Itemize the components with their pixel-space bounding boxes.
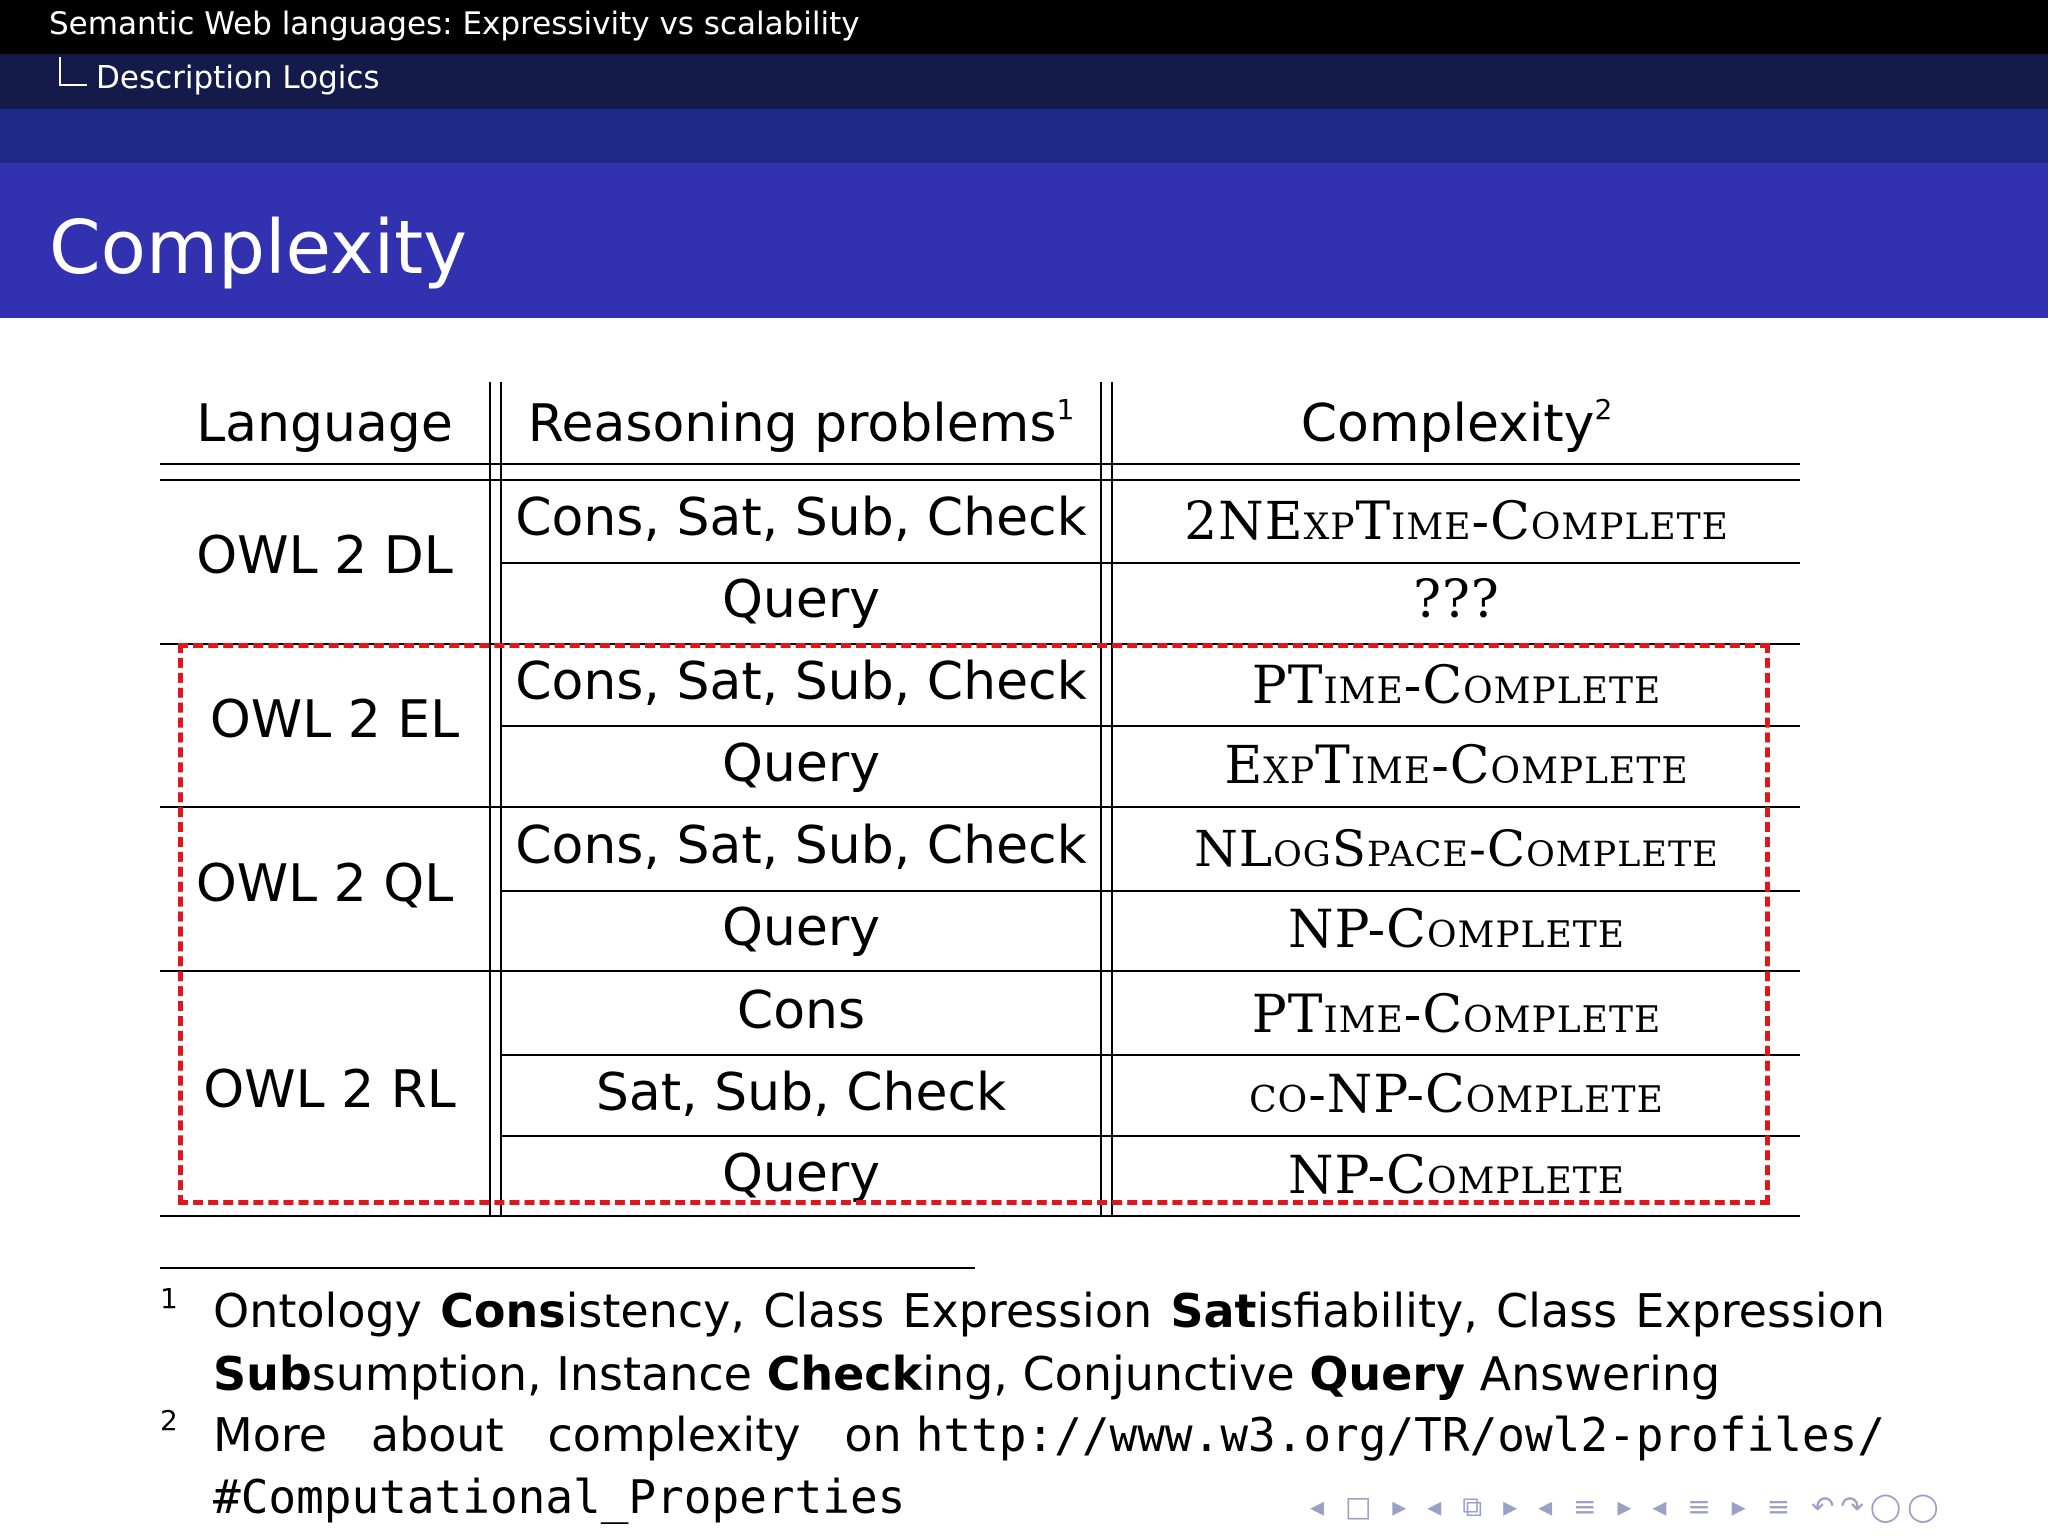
problems-cell: Cons, Sat, Sub, Check (515, 488, 1087, 548)
complexity-cell: co-NP-Complete (1249, 1065, 1664, 1125)
fn-bold: Sub (213, 1347, 312, 1401)
table-rule (502, 562, 1800, 564)
complexity-cell: ??? (1413, 570, 1500, 630)
complexity-cell: PTime-Complete (1251, 656, 1662, 716)
header-reasoning (502, 393, 1100, 454)
complexity-cell: 2NExpTime-Complete (1184, 492, 1729, 552)
footnote-1-line-2 (213, 1347, 1720, 1401)
table-rule (160, 463, 1800, 465)
slide-title: Complexity (49, 205, 467, 291)
header-complexity-label: Complexity (1300, 394, 1595, 454)
fn-bold: Query (1309, 1347, 1466, 1401)
header-spacer-bar (0, 109, 2048, 163)
fn-bold: Cons (440, 1284, 566, 1338)
footnote-ref-2: 2 (1594, 393, 1613, 426)
footnote-rule (160, 1267, 975, 1269)
problems-cell: Cons (736, 981, 866, 1041)
problems-cell: Query (721, 570, 881, 630)
fn-text: sumption, Instance (311, 1347, 767, 1401)
beamer-navigation-icons[interactable]: ◂ □ ▸ ◂ ⧉ ▸ ◂ ≡ ▸ ◂ ≡ ▸ ≡ ↶↷◯◯ (1310, 1490, 1945, 1523)
fn-text: ing, Conjunctive (922, 1347, 1310, 1401)
language-cell: OWL 2 RL (203, 1060, 456, 1120)
complexity-cell: ExpTime-Complete (1224, 736, 1689, 796)
fn-text: More about complexity on (213, 1408, 902, 1462)
fn-bold: Sat (1170, 1284, 1257, 1338)
language-cell: OWL 2 QL (195, 854, 454, 914)
header-complexity (1113, 393, 1800, 454)
footnote-url-part1[interactable]: http://www.w3.org/TR/owl2-profiles/ (915, 1408, 1885, 1462)
fn-text: istency, Class Expression (565, 1284, 1171, 1338)
fn-text: Answering (1465, 1347, 1721, 1401)
problems-cell: Cons, Sat, Sub, Check (515, 816, 1087, 876)
footnote-mark-1: 1 (160, 1282, 178, 1315)
table-rule (160, 1215, 1800, 1217)
complexity-cell: NP-Complete (1287, 1146, 1626, 1206)
language-cell: OWL 2 EL (209, 690, 460, 750)
complexity-cell: NP-Complete (1287, 900, 1626, 960)
header-reasoning-label: Reasoning problems (527, 394, 1057, 454)
fn-bold: Check (766, 1347, 923, 1401)
footnote-2-line-1 (213, 1408, 1885, 1462)
problems-cell: Sat, Sub, Check (595, 1063, 1007, 1123)
complexity-cell: PTime-Complete (1251, 985, 1662, 1045)
footnote-ref-1: 1 (1056, 393, 1075, 426)
highlight-box (178, 643, 1770, 1205)
header-language: Language (196, 394, 453, 454)
table-rule (160, 479, 1800, 481)
header-section-title[interactable]: Semantic Web languages: Expressivity vs scalability (49, 6, 860, 42)
problems-cell: Query (721, 898, 881, 958)
complexity-cell: NLogSpace-Complete (1194, 820, 1719, 878)
header-subsection-title[interactable]: Description Logics (96, 60, 380, 96)
footnote-url-part2[interactable]: #Computational_Properties (213, 1470, 906, 1524)
problems-cell: Query (721, 1144, 881, 1204)
language-cell: OWL 2 DL (196, 526, 453, 586)
footnote-mark-2: 2 (160, 1404, 178, 1437)
fn-text: Ontology (213, 1284, 441, 1338)
fn-text: isfiability, Class Expression (1256, 1284, 1885, 1338)
tree-branch-icon (59, 57, 87, 86)
problems-cell: Cons, Sat, Sub, Check (515, 652, 1087, 712)
problems-cell: Query (721, 734, 881, 794)
footnote-1-line-1 (213, 1284, 1885, 1338)
